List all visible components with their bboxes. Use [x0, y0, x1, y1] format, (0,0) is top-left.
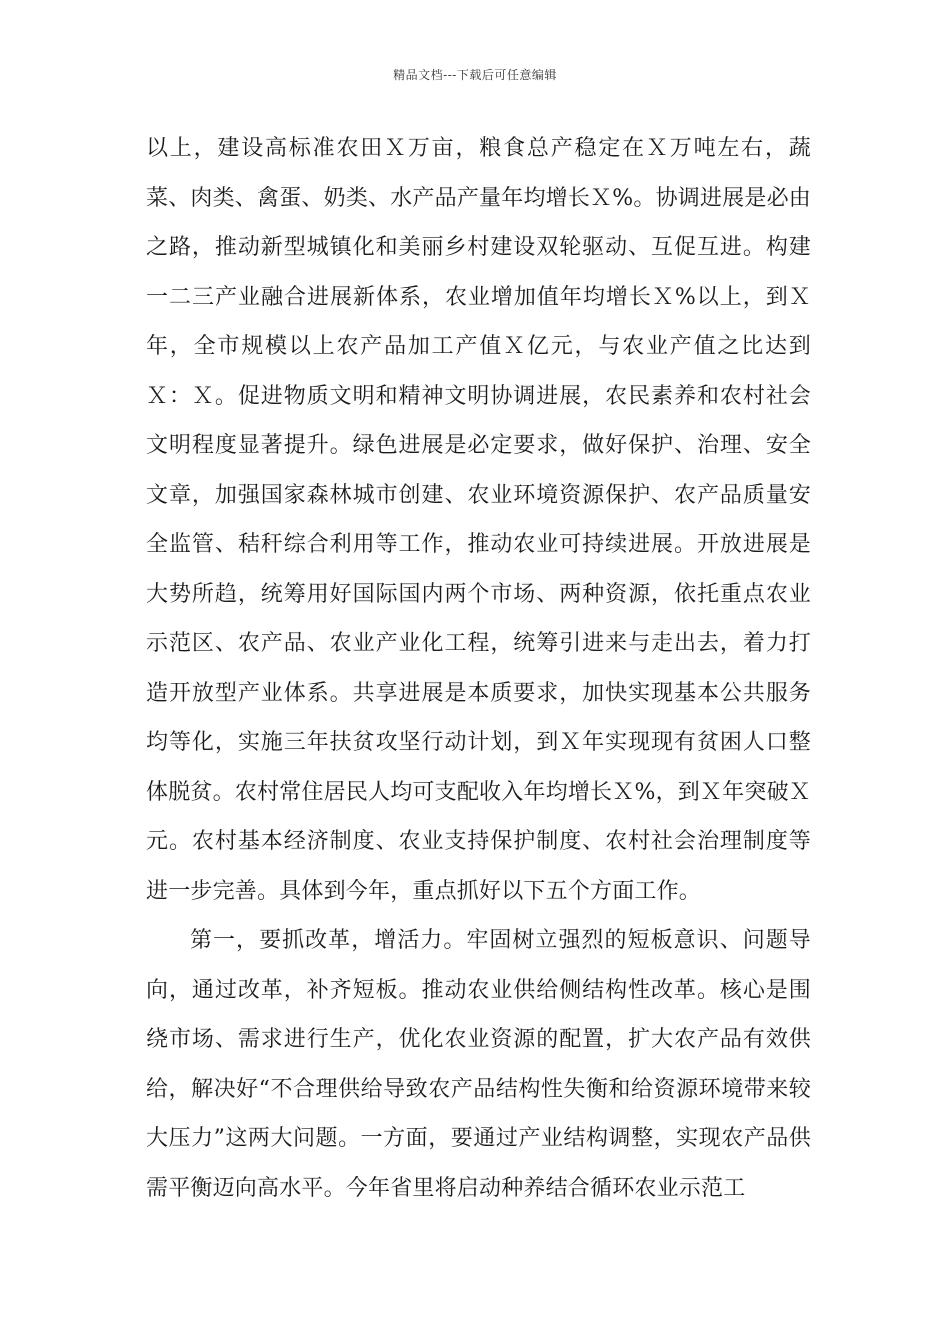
document-body	[146, 124, 811, 1213]
page-header: 精品文档---下载后可任意编辑	[393, 68, 557, 82]
paragraph-first-point: 第一，要抓改革，增活力。牢固树立强烈的短板意识、问题导向，通过改革，补齐短板。推动农业供给侧结构性改革。核心是围绕市场、需求进行生产，优化农业资源的配置，扩大农产品有效供给，解决好“不合理供给导致农产品结构性失衡和给资源环境带来较大压力”这两大问题。一方面，要通过产业结构调整，实现农产品供需平衡迈向高水平。今年省里将启动种养结合循环农业示范工	[146, 928, 811, 1201]
paragraph-continued: 以上，建设高标准农田Ｘ万亩，粮食总产稳定在Ｘ万吨左右，蔬菜、肉类、禽蛋、奶类、水产品产量年均增长Ｘ%。协调进展是必由之路，推动新型城镇化和美丽乡村建设双轮驱动、互促互进。构建一二三产业融合进展新体系，农业增加值年均增长Ｘ%以上，到Ｘ年，全市规模以上农产品加工产值Ｘ亿元，与农业产值之比达到Ｘ：Ｘ。促进物质文明和精神文明协调进展，农民素养和农村社会文明程度显著提升。绿色进展是必定要求，做好保护、治理、安全文章，加强国家森林城市创建、农业环境资源保护、农产品质量安全监管、秸秆综合利用等工作，推动农业可持续进展。开放进展是大势所趋，统筹用好国际国内两个市场、两种资源，依托重点农业示范区、农产品、农业产业化工程，统筹引进来与走出去，着力打造开放型产业体系。共享进展是本质要求，加快实现基本公共服务均等化，实施三年扶贫攻坚行动计划，到Ｘ年实现现有贫困人口整体脱贫。农村常住居民人均可支配收入年均增长Ｘ%，到Ｘ年突破Ｘ元。农村基本经济制度、农业支持保护制度、农村社会治理制度等进一步完善。具体到今年，重点抓好以下五个方面工作。	[146, 136, 811, 904]
